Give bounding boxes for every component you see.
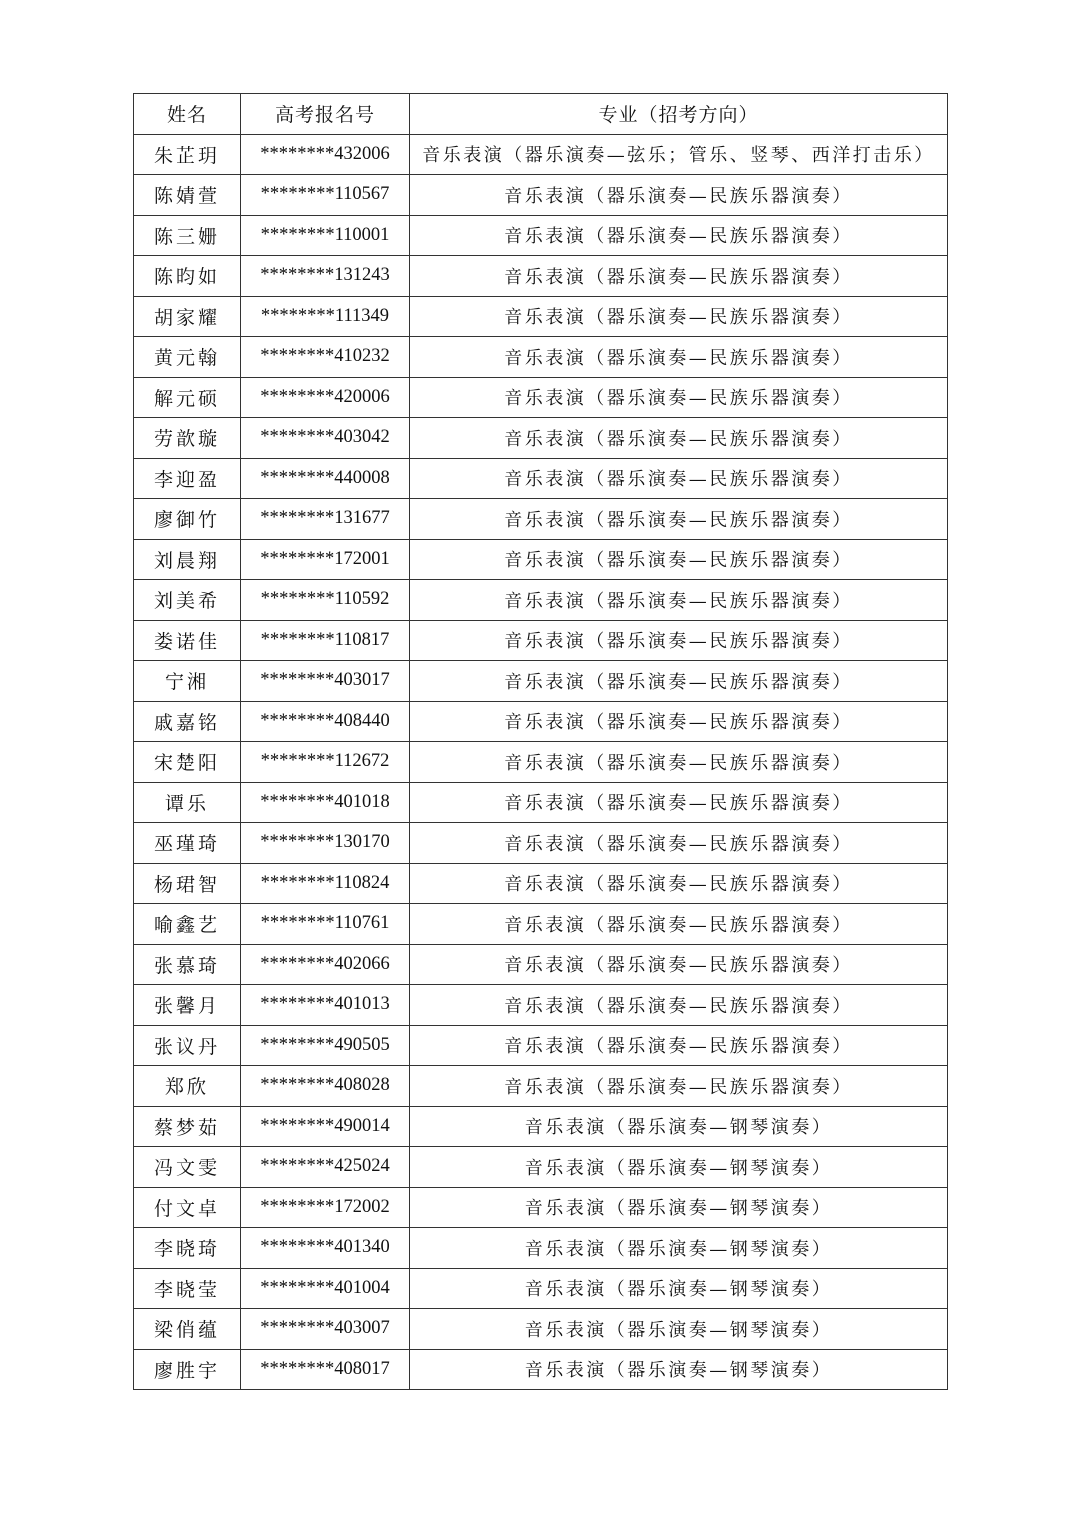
cell-exam-id: ********410232	[241, 337, 410, 378]
cell-name: 戚嘉铭	[134, 701, 241, 742]
table-row	[134, 742, 948, 783]
cell-exam-id: ********172001	[241, 539, 410, 580]
cell-major: 音乐表演（器乐演奏—弦乐；管乐、竖琴、西洋打击乐）	[410, 134, 948, 175]
table-row	[134, 134, 948, 175]
cell-name: 蔡梦茹	[134, 1106, 241, 1147]
cell-name: 娄诺佳	[134, 620, 241, 661]
cell-exam-id: ********403007	[241, 1309, 410, 1350]
cell-exam-id: ********110001	[241, 215, 410, 256]
table-row	[134, 215, 948, 256]
cell-name: 廖御竹	[134, 499, 241, 540]
header-name: 姓名	[134, 94, 241, 135]
table-row	[134, 985, 948, 1026]
cell-major: 音乐表演（器乐演奏—民族乐器演奏）	[410, 863, 948, 904]
cell-exam-id: ********432006	[241, 134, 410, 175]
table-row	[134, 418, 948, 459]
cell-exam-id: ********110567	[241, 175, 410, 216]
cell-name: 宁湘	[134, 661, 241, 702]
table-row	[134, 539, 948, 580]
table-row	[134, 1066, 948, 1107]
cell-major: 音乐表演（器乐演奏—民族乐器演奏）	[410, 701, 948, 742]
cell-major: 音乐表演（器乐演奏—民族乐器演奏）	[410, 337, 948, 378]
cell-exam-id: ********401004	[241, 1268, 410, 1309]
cell-exam-id: ********420006	[241, 377, 410, 418]
cell-name: 胡家耀	[134, 296, 241, 337]
cell-exam-id: ********110761	[241, 904, 410, 945]
cell-exam-id: ********131677	[241, 499, 410, 540]
cell-major: 音乐表演（器乐演奏—民族乐器演奏）	[410, 1025, 948, 1066]
cell-name: 郑欣	[134, 1066, 241, 1107]
cell-major: 音乐表演（器乐演奏—钢琴演奏）	[410, 1309, 948, 1350]
header-major: 专业（招考方向）	[410, 94, 948, 135]
header-exam-id: 高考报名号	[241, 94, 410, 135]
cell-name: 解元硕	[134, 377, 241, 418]
table-row	[134, 661, 948, 702]
cell-name: 陈婧萱	[134, 175, 241, 216]
cell-exam-id: ********110817	[241, 620, 410, 661]
cell-name: 张议丹	[134, 1025, 241, 1066]
cell-major: 音乐表演（器乐演奏—钢琴演奏）	[410, 1228, 948, 1269]
cell-major: 音乐表演（器乐演奏—民族乐器演奏）	[410, 458, 948, 499]
cell-name: 刘美希	[134, 580, 241, 621]
cell-exam-id: ********111349	[241, 296, 410, 337]
cell-major: 音乐表演（器乐演奏—民族乐器演奏）	[410, 418, 948, 459]
table-row	[134, 1025, 948, 1066]
table-row	[134, 256, 948, 297]
table-row	[134, 377, 948, 418]
cell-exam-id: ********408028	[241, 1066, 410, 1107]
table-row	[134, 580, 948, 621]
cell-major: 音乐表演（器乐演奏—民族乐器演奏）	[410, 580, 948, 621]
cell-name: 杨珺智	[134, 863, 241, 904]
cell-major: 音乐表演（器乐演奏—民族乐器演奏）	[410, 1066, 948, 1107]
cell-major: 音乐表演（器乐演奏—钢琴演奏）	[410, 1187, 948, 1228]
table-row	[134, 175, 948, 216]
cell-name: 李晓莹	[134, 1268, 241, 1309]
table-row	[134, 458, 948, 499]
cell-major: 音乐表演（器乐演奏—民族乐器演奏）	[410, 661, 948, 702]
table-row	[134, 296, 948, 337]
table-row	[134, 499, 948, 540]
cell-major: 音乐表演（器乐演奏—民族乐器演奏）	[410, 499, 948, 540]
cell-name: 梁俏蕴	[134, 1309, 241, 1350]
cell-name: 谭乐	[134, 782, 241, 823]
cell-name: 宋楚阳	[134, 742, 241, 783]
cell-major: 音乐表演（器乐演奏—民族乐器演奏）	[410, 742, 948, 783]
cell-exam-id: ********425024	[241, 1147, 410, 1188]
table-row	[134, 782, 948, 823]
cell-major: 音乐表演（器乐演奏—钢琴演奏）	[410, 1106, 948, 1147]
table-row	[134, 1147, 948, 1188]
cell-exam-id: ********110592	[241, 580, 410, 621]
cell-name: 黄元翰	[134, 337, 241, 378]
cell-exam-id: ********403042	[241, 418, 410, 459]
table-row	[134, 823, 948, 864]
cell-major: 音乐表演（器乐演奏—民族乐器演奏）	[410, 904, 948, 945]
cell-major: 音乐表演（器乐演奏—民族乐器演奏）	[410, 782, 948, 823]
cell-exam-id: ********131243	[241, 256, 410, 297]
table-row	[134, 1349, 948, 1390]
table-header	[134, 94, 948, 135]
cell-exam-id: ********440008	[241, 458, 410, 499]
table-row	[134, 701, 948, 742]
cell-major: 音乐表演（器乐演奏—民族乐器演奏）	[410, 215, 948, 256]
table-row	[134, 337, 948, 378]
cell-exam-id: ********403017	[241, 661, 410, 702]
cell-exam-id: ********408017	[241, 1349, 410, 1390]
cell-major: 音乐表演（器乐演奏—钢琴演奏）	[410, 1349, 948, 1390]
cell-name: 陈三姗	[134, 215, 241, 256]
admission-table	[133, 93, 948, 1390]
cell-major: 音乐表演（器乐演奏—民族乐器演奏）	[410, 823, 948, 864]
cell-name: 李迎盈	[134, 458, 241, 499]
cell-name: 巫瑾琦	[134, 823, 241, 864]
cell-exam-id: ********408440	[241, 701, 410, 742]
cell-exam-id: ********112672	[241, 742, 410, 783]
cell-name: 廖胜宇	[134, 1349, 241, 1390]
cell-exam-id: ********402066	[241, 944, 410, 985]
cell-name: 付文卓	[134, 1187, 241, 1228]
cell-major: 音乐表演（器乐演奏—民族乐器演奏）	[410, 296, 948, 337]
cell-name: 张慕琦	[134, 944, 241, 985]
cell-name: 冯文雯	[134, 1147, 241, 1188]
table-row	[134, 863, 948, 904]
cell-major: 音乐表演（器乐演奏—民族乐器演奏）	[410, 539, 948, 580]
cell-major: 音乐表演（器乐演奏—民族乐器演奏）	[410, 985, 948, 1026]
table-body	[134, 134, 948, 1390]
table-row	[134, 1228, 948, 1269]
cell-exam-id: ********490505	[241, 1025, 410, 1066]
cell-exam-id: ********130170	[241, 823, 410, 864]
cell-major: 音乐表演（器乐演奏—民族乐器演奏）	[410, 944, 948, 985]
cell-name: 喻鑫艺	[134, 904, 241, 945]
cell-major: 音乐表演（器乐演奏—钢琴演奏）	[410, 1268, 948, 1309]
cell-exam-id: ********401018	[241, 782, 410, 823]
cell-major: 音乐表演（器乐演奏—民族乐器演奏）	[410, 377, 948, 418]
table-row	[134, 944, 948, 985]
cell-exam-id: ********110824	[241, 863, 410, 904]
cell-exam-id: ********401013	[241, 985, 410, 1026]
cell-name: 张馨月	[134, 985, 241, 1026]
cell-major: 音乐表演（器乐演奏—民族乐器演奏）	[410, 620, 948, 661]
cell-name: 刘晨翔	[134, 539, 241, 580]
table-row	[134, 904, 948, 945]
table-row	[134, 1268, 948, 1309]
cell-name: 李晓琦	[134, 1228, 241, 1269]
cell-name: 陈昀如	[134, 256, 241, 297]
header-row	[134, 94, 948, 135]
table-row	[134, 1106, 948, 1147]
table-row	[134, 1309, 948, 1350]
cell-major: 音乐表演（器乐演奏—民族乐器演奏）	[410, 175, 948, 216]
cell-exam-id: ********401340	[241, 1228, 410, 1269]
cell-name: 劳歆璇	[134, 418, 241, 459]
table-row	[134, 1187, 948, 1228]
cell-exam-id: ********172002	[241, 1187, 410, 1228]
cell-major: 音乐表演（器乐演奏—民族乐器演奏）	[410, 256, 948, 297]
cell-exam-id: ********490014	[241, 1106, 410, 1147]
cell-name: 朱芷玥	[134, 134, 241, 175]
table-row	[134, 620, 948, 661]
cell-major: 音乐表演（器乐演奏—钢琴演奏）	[410, 1147, 948, 1188]
